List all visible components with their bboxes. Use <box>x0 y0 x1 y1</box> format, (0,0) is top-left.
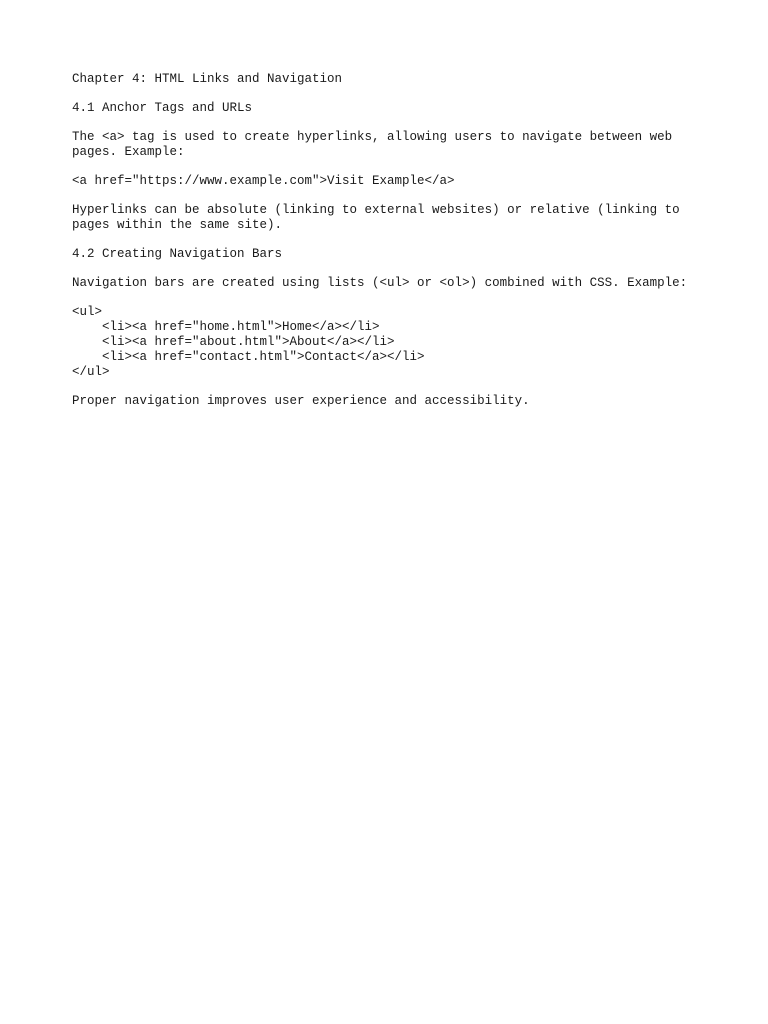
spacer <box>72 87 712 101</box>
spacer <box>72 160 712 174</box>
closing-paragraph: Proper navigation improves user experience and accessibility. <box>72 394 530 408</box>
chapter-title: Chapter 4: HTML Links and Navigation <box>72 72 343 86</box>
section-heading-4-2: 4.2 Creating Navigation Bars <box>72 247 283 261</box>
code-line: <li><a href="about.html">About</a></li> <box>72 335 395 349</box>
code-block-nav-list <box>72 305 712 380</box>
code-line: <ul> <box>72 305 103 319</box>
code-line: <li><a href="home.html">Home</a></li> <box>72 320 380 334</box>
spacer <box>72 380 712 394</box>
spacer <box>72 291 712 305</box>
paragraph-anchor-line-2: pages. Example: <box>72 145 185 159</box>
spacer <box>72 116 712 130</box>
spacer <box>72 189 712 203</box>
code-line: <li><a href="contact.html">Contact</a></li> <box>72 350 425 364</box>
spacer <box>72 262 712 276</box>
paragraph-hyperlinks-line-2: pages within the same site). <box>72 218 283 232</box>
paragraph-anchor-line-1: The <a> tag is used to create hyperlinks, allowing users to navigate between web <box>72 130 673 144</box>
code-example-anchor: <a href="https://www.example.com">Visit Example</a> <box>72 174 455 188</box>
paragraph-navigation-bars: Navigation bars are created using lists (<ul> or <ol>) combined with CSS. Example: <box>72 276 688 290</box>
spacer <box>72 233 712 247</box>
document-page <box>72 72 712 409</box>
section-heading-4-1: 4.1 Anchor Tags and URLs <box>72 101 253 115</box>
code-line: </ul> <box>72 365 110 379</box>
paragraph-hyperlinks-line-1: Hyperlinks can be absolute (linking to external websites) or relative (linking to <box>72 203 680 217</box>
